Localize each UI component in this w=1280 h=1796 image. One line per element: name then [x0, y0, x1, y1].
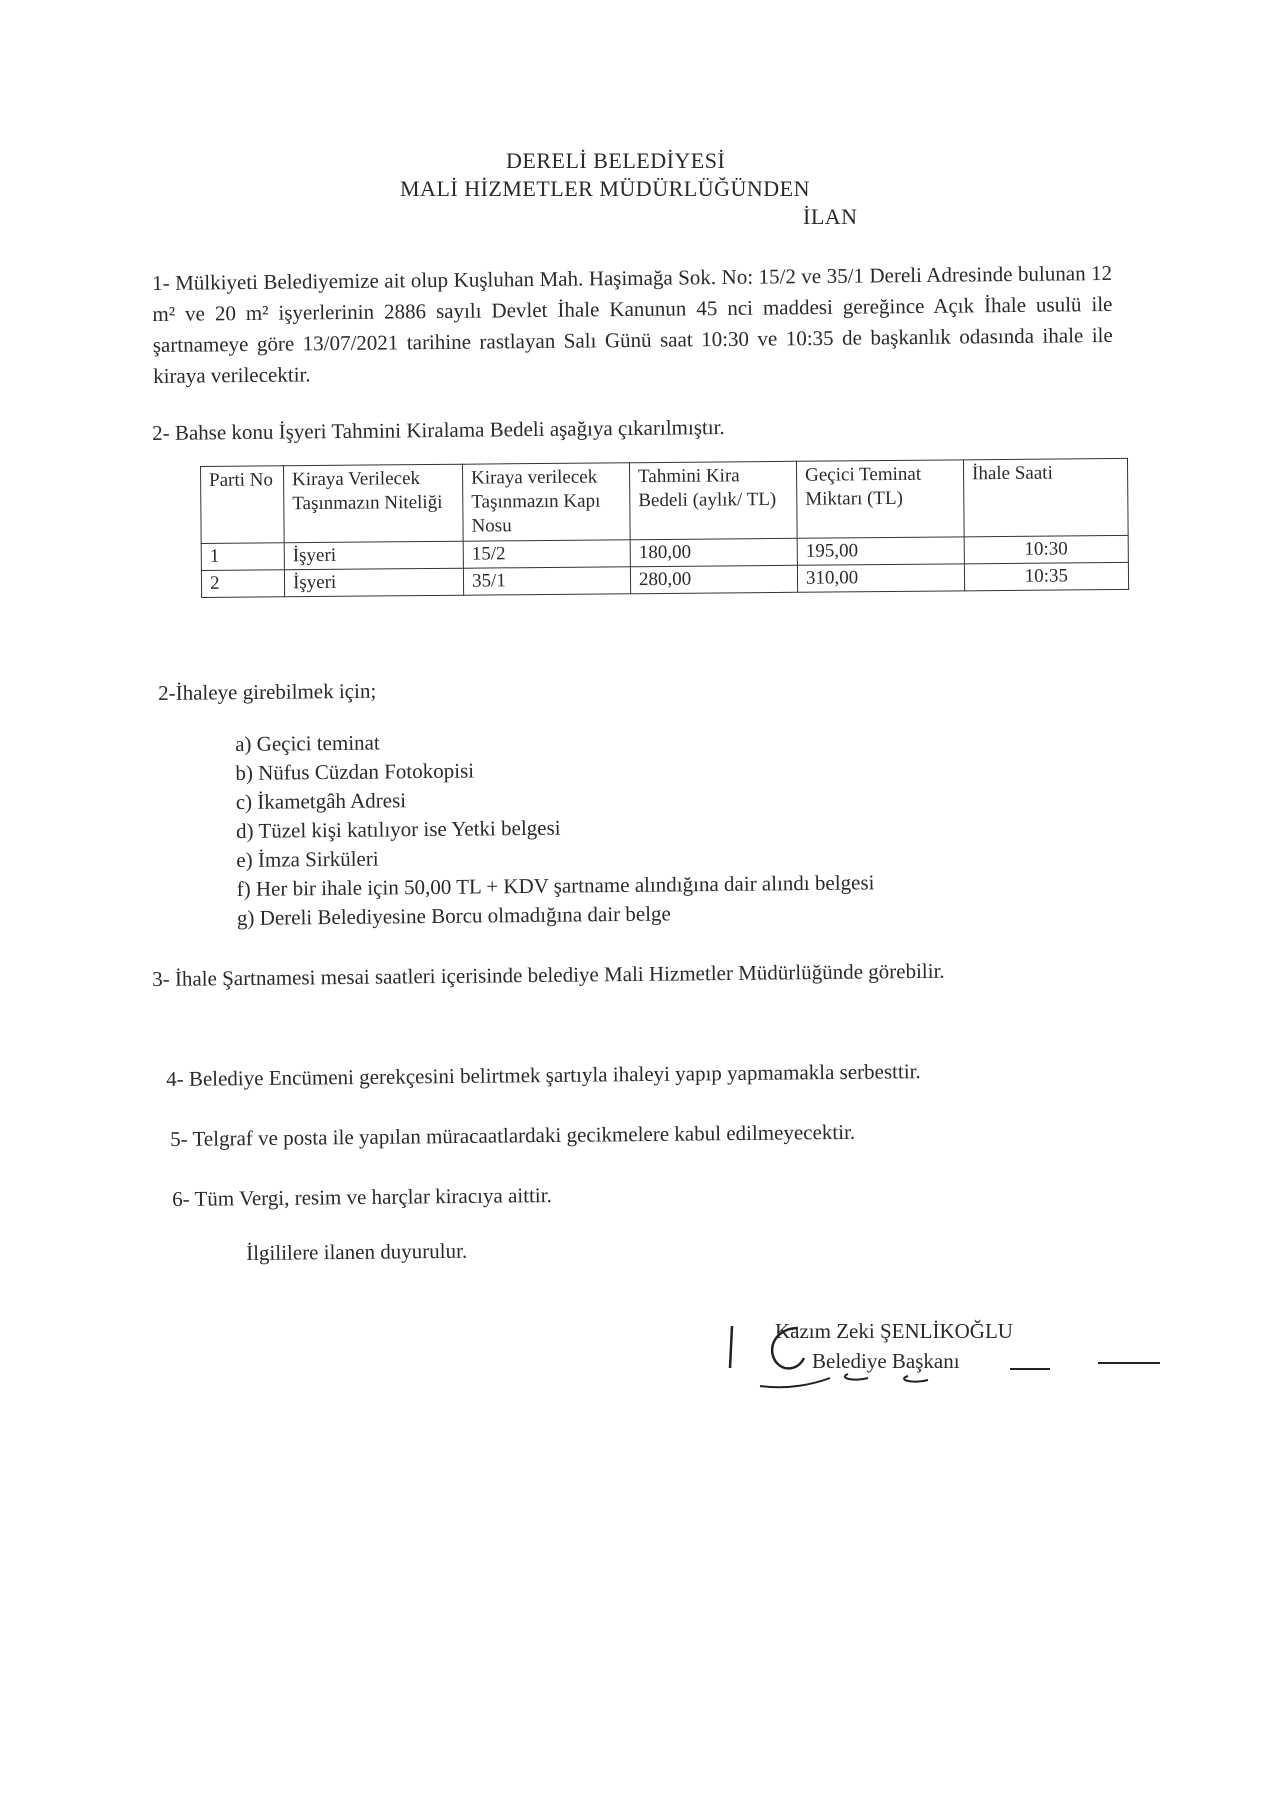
list-item: f) Her bir ihale için 50,00 TL + KDV şartname alındığına dair alındı belgesi	[236, 870, 875, 901]
header-line-3: İLAN	[803, 204, 858, 229]
signature-dash	[1010, 1368, 1050, 1370]
cell-nitelik: İşyeri	[284, 568, 463, 597]
header-line-2: MALİ HİZMETLER MÜDÜRLÜĞÜNDEN	[400, 176, 810, 201]
list-item: g) Dereli Belediyesine Borcu olmadığına dair belge	[236, 901, 671, 930]
table-header-row	[201, 458, 1129, 543]
cell-kira-bedeli: 280,00	[630, 565, 797, 593]
paragraph-6: 5- Telgraf ve posta ile yapılan müracaatlardaki gecikmelere kabul edilmeyecektir.	[170, 1119, 856, 1151]
paragraph-3: 2-İhaleye girebilmek için;	[158, 678, 377, 705]
paragraph-4: 3- İhale Şartnamesi mesai saatleri içerisinde belediye Mali Hizmetler Müdürlüğünde görebilir.	[152, 958, 945, 991]
col-header-nitelik: Kiraya Verilecek Taşınmazın Niteliği	[284, 464, 464, 543]
cell-ihale-saati: 10:35	[964, 562, 1128, 590]
col-header-ihale-saati: İhale Saati	[963, 458, 1128, 536]
cell-teminat: 310,00	[797, 564, 964, 592]
col-header-parti-no: Parti No	[201, 466, 285, 544]
paragraph-2: 2- Bahse konu İşyeri Tahmini Kiralama Bedeli aşağıya çıkarılmıştır.	[152, 415, 725, 445]
list-item: a) Geçici teminat	[235, 730, 380, 756]
signatory-name: Kazım Zeki ŞENLİKOĞLU	[775, 1319, 1013, 1343]
cell-nitelik: İşyeri	[284, 541, 463, 570]
cell-ihale-saati: 10:30	[964, 535, 1128, 563]
paragraph-1: 1- Mülkiyeti Belediyemize ait olup Kuşluhan Mah. Haşimağa Sok. No: 15/2 ve 35/1 Dereli Adresinde bulunan 12 m² ve 20 m² işyerlerinin 2886 sayılı Devlet İhale Kanunun 45 nci maddesi gereğince Açık İhale usulü ile şartnameye göre 13/07/2021 tarihine rastlayan Salı Günü saat 10:30 ve 10:35 de başkanlık odasında ihale ile kiraya verilecektir.	[152, 260, 1113, 388]
closing-text: İlgililere ilanen duyurulur.	[246, 1238, 468, 1265]
signature-dash	[1098, 1362, 1160, 1364]
paragraph-7: 6- Tüm Vergi, resim ve harçlar kiracıya aittir.	[172, 1183, 552, 1211]
cell-parti-no: 1	[201, 543, 284, 571]
list-item: d) Tüzel kişi katılıyor ise Yetki belgesi	[235, 815, 561, 843]
cell-teminat: 195,00	[797, 537, 964, 565]
cell-kira-bedeli: 180,00	[630, 538, 797, 566]
cell-parti-no: 2	[201, 570, 284, 598]
rental-table	[200, 458, 1129, 598]
cell-kapi-no: 35/1	[463, 567, 630, 595]
list-item: c) İkametgâh Adresi	[235, 788, 407, 814]
list-item: e) İmza Sirküleri	[236, 846, 379, 872]
handwritten-signature	[718, 1318, 958, 1398]
requirements-list	[235, 723, 875, 933]
col-header-kira-bedeli: Tahmini Kira Bedeli (aylık/ TL)	[629, 461, 797, 539]
signatory-title: Belediye Başkanı	[812, 1349, 960, 1373]
col-header-kapi-no: Kiraya verilecek Taşınmazın Kapı Nosu	[462, 463, 630, 541]
cell-kapi-no: 15/2	[463, 540, 630, 568]
paragraph-5: 4- Belediye Encümeni gerekçesini belirtmek şartıyla ihaleyi yapıp yapmamakla serbesttir.	[166, 1059, 921, 1091]
header-line-1: DERELİ BELEDİYESİ	[506, 148, 726, 173]
list-item: b) Nüfus Cüzdan Fotokopisi	[235, 758, 475, 785]
col-header-teminat: Geçici Teminat Miktarı (TL)	[796, 460, 964, 538]
